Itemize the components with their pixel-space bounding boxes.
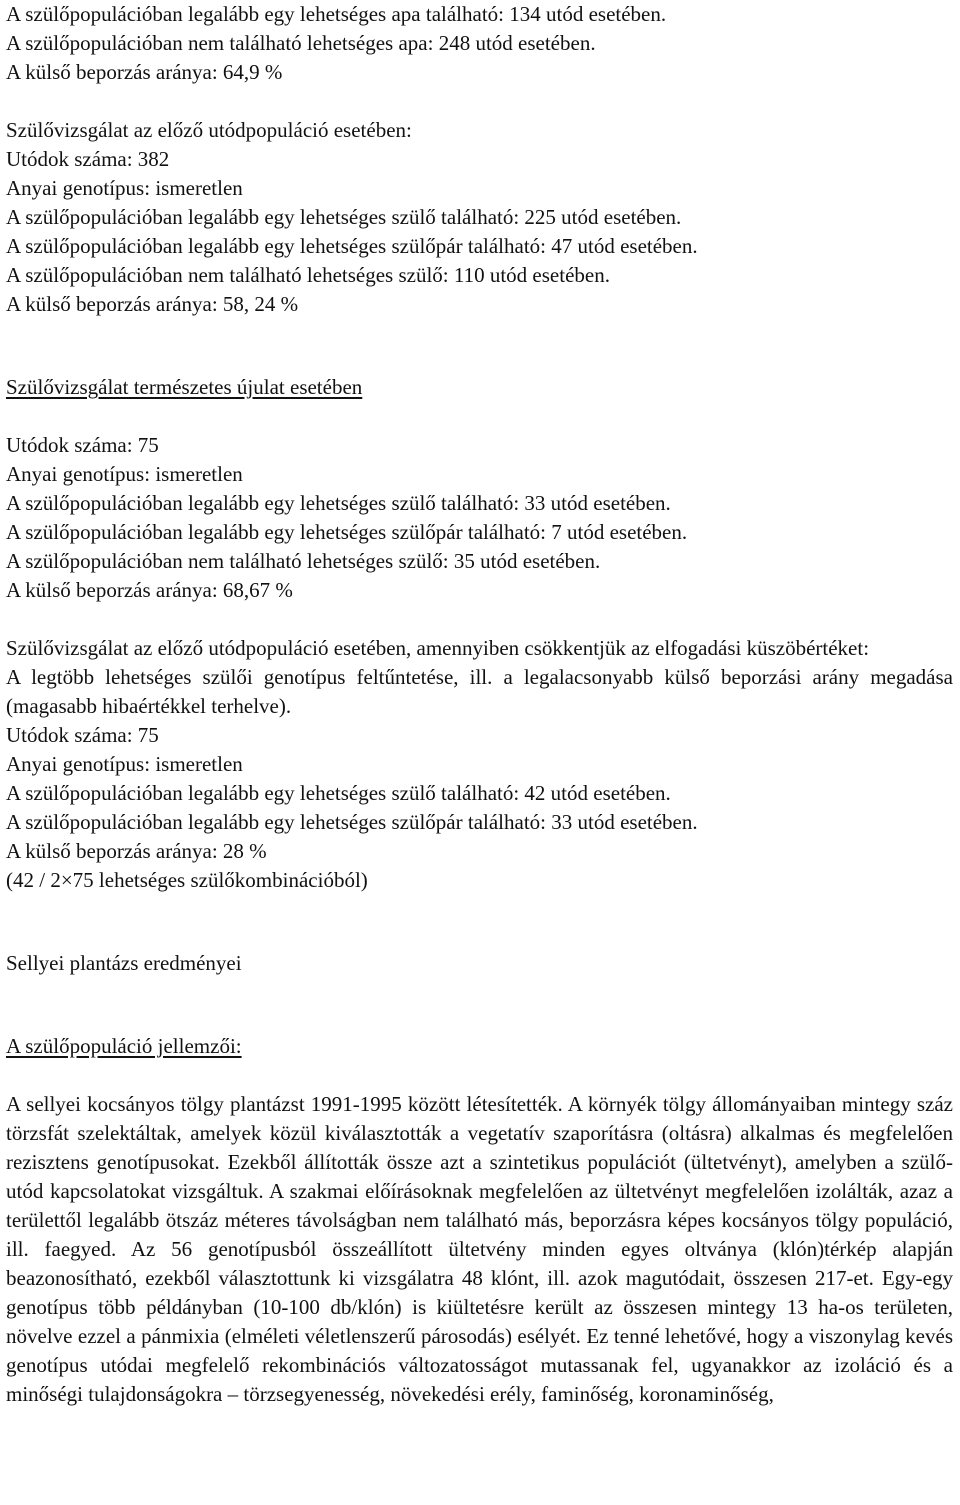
spacer bbox=[6, 402, 953, 431]
text-line: Anyai genotípus: ismeretlen bbox=[6, 462, 243, 486]
text-line: Anyai genotípus: ismeretlen bbox=[6, 752, 243, 776]
section-subheading: A szülőpopuláció jellemzői: bbox=[6, 1034, 242, 1058]
text-line: A szülőpopulációban legalább egy lehetséges szülő található: 42 utód esetében. bbox=[6, 781, 671, 805]
spacer bbox=[6, 895, 953, 949]
section-d bbox=[6, 634, 953, 895]
body-paragraph: A sellyei kocsányos tölgy plantázst 1991-1995 között létesítették. A környék tölgy állományaiban mintegy száz törzsfát szelektáltak, amelyek közül kiválasztották a vegetatív szaporításra (oltásra) alkalmas és megfelelően rezisztens genotípusokat. Ezekből állították össze azt a szintetikus populációt (ültetvényt), amelyben a szülő-utód kapcsolatokat vizsgáltuk. A szakmai előírásoknak megfelelően az ültetvényt megfelelően izolálták, azaz a területtől legalább ötszáz méteres távolságban nem található más, beporzásra képes kocsányos tölgy populáció, ill. faegyed. Az 56 genotípusból összeállított ültetvény minden egyes oltványa (klón)térkép alapján beazonosítható, ezekből választottunk ki vizsgálatra 48 klónt, ill. azok magutódait, összesen 217-et. Egy-egy genotípus több példányban (10-100 db/klón) is kiültetésre került az összesen mintegy 13 ha-os területen, növelve ezzel a pánmixia (elméleti véletlenszerű párosodás) esélyét. Ez tenné lehetővé, hogy a viszonylag kevés genotípus utódai megfelelő rekombinációs változatosságot mutassanak fel, ugyanakkor az izoláció és a minőségi tulajdonságokra – törzsegyenesség, növekedési erély, faminőség, koronaminőség, bbox=[6, 1092, 953, 1406]
text-line: A szülőpopulációban legalább egy lehetséges szülő található: 33 utód esetében. bbox=[6, 491, 671, 515]
section-a bbox=[6, 0, 953, 87]
text-line: A szülőpopulációban nem található lehetséges apa: 248 utód esetében. bbox=[6, 31, 596, 55]
text-line: Utódok száma: 75 bbox=[6, 723, 159, 747]
text-line: (42 / 2×75 lehetséges szülőkombinációból) bbox=[6, 868, 368, 892]
section-b bbox=[6, 116, 953, 319]
text-line: Anyai genotípus: ismeretlen bbox=[6, 176, 243, 200]
text-line: Utódok száma: 382 bbox=[6, 147, 170, 171]
spacer bbox=[6, 605, 953, 634]
text-line: A szülőpopulációban legalább egy lehetséges apa található: 134 utód esetében. bbox=[6, 2, 667, 26]
section-note: A legtöbb lehetséges szülői genotípus feltűntetése, ill. a legalacsonyabb külső beporzási arány megadása (magasabb hibaértékkel terhelve). bbox=[6, 665, 953, 718]
text-line: Szülővizsgálat az előző utódpopuláció esetében: bbox=[6, 118, 412, 142]
text-line: A külső beporzás aránya: 28 % bbox=[6, 839, 267, 863]
section-intro: Szülővizsgálat az előző utódpopuláció esetében, amennyiben csökkentjük az elfogadási küszöbértéket: bbox=[6, 636, 870, 660]
text-line: A szülőpopulációban legalább egy lehetséges szülőpár található: 33 utód esetében. bbox=[6, 810, 698, 834]
section-c bbox=[6, 373, 953, 605]
text-line: A szülőpopulációban legalább egy lehetséges szülőpár található: 47 utód esetében. bbox=[6, 234, 698, 258]
spacer bbox=[6, 319, 953, 373]
text-line: A külső beporzás aránya: 58, 24 % bbox=[6, 292, 299, 316]
spacer bbox=[6, 978, 953, 1032]
text-line: A szülőpopulációban legalább egy lehetséges szülő található: 225 utód esetében. bbox=[6, 205, 682, 229]
text-line: A szülőpopulációban nem található lehetséges szülő: 110 utód esetében. bbox=[6, 263, 610, 287]
spacer bbox=[6, 1061, 953, 1090]
section-heading: Szülővizsgálat természetes újulat esetében bbox=[6, 375, 363, 399]
text-line: A szülőpopulációban legalább egy lehetséges szülőpár található: 7 utód esetében. bbox=[6, 520, 688, 544]
text-line: A külső beporzás aránya: 64,9 % bbox=[6, 60, 283, 84]
text-line: Utódok száma: 75 bbox=[6, 433, 159, 457]
section-title: Sellyei plantázs eredményei bbox=[6, 951, 242, 975]
text-line: A szülőpopulációban nem található lehetséges szülő: 35 utód esetében. bbox=[6, 549, 601, 573]
spacer bbox=[6, 87, 953, 116]
section-e bbox=[6, 949, 953, 1409]
text-line: A külső beporzás aránya: 68,67 % bbox=[6, 578, 293, 602]
